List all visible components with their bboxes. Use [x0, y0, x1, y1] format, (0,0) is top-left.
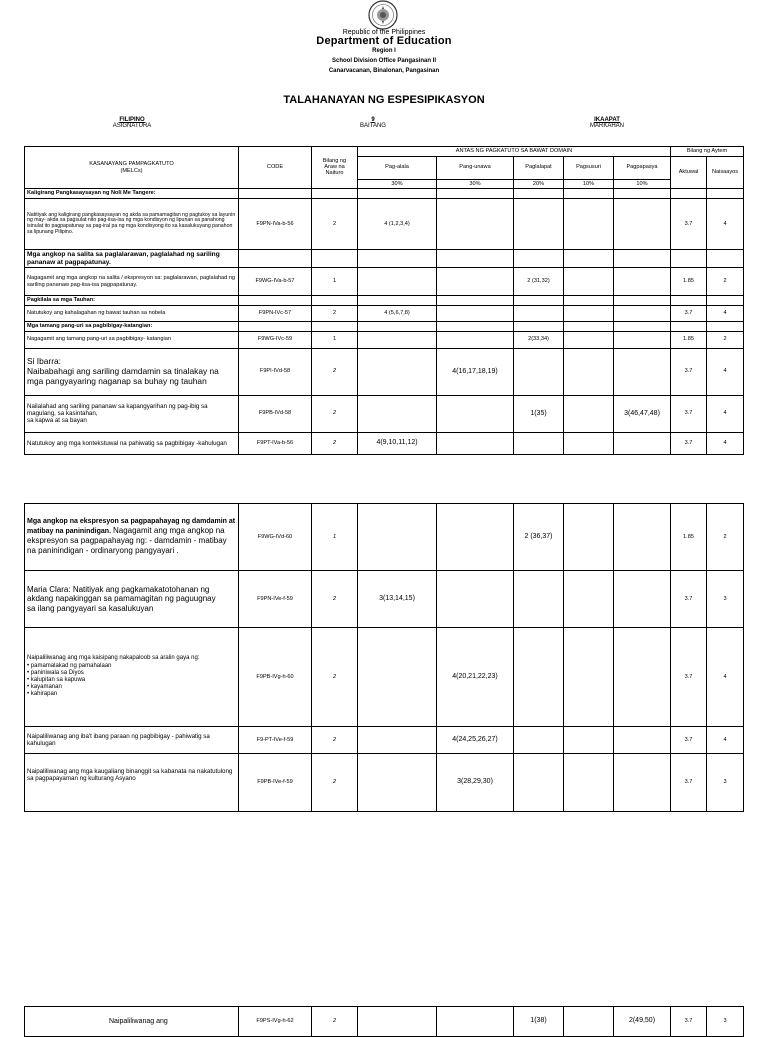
code-cell: F9PB-IVg-h-60: [239, 628, 312, 727]
apply-cell: 1(35): [514, 395, 564, 432]
code-cell: F9PB-IVe-f-59: [239, 754, 312, 812]
competency-cell: Naipaliliwanag ang: [25, 1007, 239, 1037]
placed-cell: 4: [707, 628, 744, 727]
competency-cell: Natutukoy ang mga kontekstuwal na pahiwatig sa pagbibigay -kahulugan: [25, 432, 239, 454]
table-row: [25, 727, 744, 754]
placed-cell: 4: [707, 432, 744, 454]
table-row: [25, 395, 744, 432]
evaluate-cell: 2(49,50): [614, 1007, 671, 1037]
days-cell: 2: [312, 305, 358, 321]
competency-cell: Naipaliliwanag ang iba't ibang paraan ng pagbibigay - pahiwatig sa kahulugan: [25, 727, 239, 754]
placed-cell: 2: [707, 268, 744, 296]
table-row: [25, 1007, 744, 1037]
weight-apply: 20%: [514, 179, 564, 189]
specification-table-3: [24, 1006, 744, 1037]
apply-cell: 2 (36,37): [514, 504, 564, 571]
weight-analyze: 10%: [564, 179, 614, 189]
section-row: [25, 250, 744, 268]
character-lead: Si Ibarra:: [27, 356, 61, 367]
actual-cell: 3.7: [671, 199, 707, 250]
days-cell: 1: [312, 268, 358, 296]
days-cell: 2: [312, 348, 358, 395]
days-cell: 2: [312, 727, 358, 754]
weight-remember: 30%: [358, 179, 437, 189]
competency-cell: [25, 571, 239, 628]
actual-cell: 3.7: [671, 305, 707, 321]
competency-cell: Nailalahad ang sariling pananaw sa kapangyarihan ng pag-ibig sa magulang, sa kasintahan, sa kapwa at sa bayan: [25, 395, 239, 432]
code-cell: F9PI-IVd-58: [239, 348, 312, 395]
character-lead: Maria Clara:: [27, 585, 71, 595]
level-evaluate: Pagpapasya: [614, 156, 671, 179]
competency-text: Nagagamit ang mga angkop na ekspresyon sa pagpapahayag ng: - damdamin - matibay na paninindigan - ordinaryong pangyayari .: [27, 525, 227, 556]
section-row: [25, 296, 744, 306]
republic-line: Republic of the Philippines: [342, 29, 426, 36]
table-row: [25, 432, 744, 454]
location-line: Canarvacanan, Binalonan, Pangasinan: [328, 68, 440, 74]
code-cell: F9WG-IVd-60: [239, 504, 312, 571]
actual-cell: 1.85: [671, 331, 707, 348]
col-header-items: Bilang ng Aytem: [671, 147, 744, 157]
level-analyze: Pagsusuri: [564, 156, 614, 179]
section-label: Pagkilala sa mga Tauhan:: [25, 296, 239, 306]
table-row: [25, 571, 744, 628]
code-cell: F9PS-IVg-h-62: [239, 1007, 312, 1037]
competency-cell: Nagagamit ang tamang pang-uri sa pagbibigay- katangian: [25, 331, 239, 348]
competency-cell: Natitiyak ang kaligirang pangkasaysayan ng akda sa pamamagitan ng pagtukoy sa layunin ng may- akda sa pagsulat nito pag-iisa-isa ng mga kondisyon ng lipunan sa panahong isinulat ito pagpapatunay sa pag-iral pa ng mga kondisyong ito sa kasalukuyang panahon sa lipunang Pilipino.: [25, 199, 239, 250]
document-title: TALAHANAYAN NG ESPESIPIKASYON: [283, 94, 485, 106]
grade-block: [313, 117, 433, 129]
table-row: [25, 331, 744, 348]
quarter-value: IKAAPAT: [594, 117, 620, 123]
placed-cell: 4: [707, 199, 744, 250]
competency-cell: [25, 504, 239, 571]
section-row: [25, 321, 744, 331]
actual-cell: 1.85: [671, 504, 707, 571]
actual-cell: 3.7: [671, 727, 707, 754]
remember-cell: 4 (5,6,7,8): [358, 305, 437, 321]
code-cell: F9PN-IVa-b-56: [239, 199, 312, 250]
days-cell: 2: [312, 199, 358, 250]
apply-cell: 2(33,34): [514, 331, 564, 348]
actual-cell: 3.7: [671, 348, 707, 395]
remember-cell: 4 (1,2,3,4): [358, 199, 437, 250]
deped-seal-logo: [367, 0, 399, 30]
actual-cell: 3.7: [671, 571, 707, 628]
days-cell: 2: [312, 571, 358, 628]
level-apply: Paglalapat: [514, 156, 564, 179]
code-cell: F9PN-IVe-f-59: [239, 571, 312, 628]
section-label: Kaligirang Pangkasaysayan ng Noli Me Tangere:: [25, 189, 239, 199]
division-line: School Division Office Pangasinan II: [331, 58, 437, 64]
table-row: [25, 754, 744, 812]
col-header-placed: Naisaayos: [707, 156, 744, 189]
subject-block: [72, 117, 192, 129]
topic-lead: Mga angkop na ekspresyon sa pagpapahayag ng damdamin at matibay na paninindigan.: [27, 517, 236, 535]
actual-cell: 3.7: [671, 432, 707, 454]
placed-cell: 3: [707, 571, 744, 628]
code-cell: F9WG-IVa-b-57: [239, 268, 312, 296]
placed-cell: 2: [707, 331, 744, 348]
remember-cell: 3(13,14,15): [358, 571, 437, 628]
table-row: [25, 268, 744, 296]
specification-table-2: [24, 503, 744, 812]
apply-cell: 2 (31,32): [514, 268, 564, 296]
apply-cell: 1(38): [514, 1007, 564, 1037]
understand-cell: 4(24,25,26,27): [437, 727, 514, 754]
days-cell: 1: [312, 504, 358, 571]
placed-cell: 4: [707, 305, 744, 321]
table-row: [25, 348, 744, 395]
days-cell: 2: [312, 432, 358, 454]
weight-understand: 30%: [437, 179, 514, 189]
remember-cell: 4(9,10,11,12): [358, 432, 437, 454]
placed-cell: 3: [707, 754, 744, 812]
level-understand: Pang-unawa: [437, 156, 514, 179]
table-row: [25, 504, 744, 571]
competency-cell: Naipaliliwanag ang mga kaisipang nakapaloob sa aralin gaya ng: • pamamalakad ng pamahalaan • paniniwala sa Diyos • kalupitan sa kapuwa • kayamanan • kahirapan: [25, 628, 239, 727]
competency-cell: Naipaliliwanag ang mga kaugaliang binanggit sa kabanata na nakatutulong sa pagpapayaman ng kulturang Asyano: [25, 754, 239, 812]
quarter-block: [547, 117, 667, 129]
actual-cell: 1.85: [671, 268, 707, 296]
quarter-label: MARKAHAN: [589, 123, 624, 129]
specification-table-1: [24, 146, 744, 455]
actual-cell: 3.7: [671, 754, 707, 812]
actual-cell: 3.7: [671, 395, 707, 432]
section-row: [25, 189, 744, 199]
competency-cell: [25, 348, 239, 395]
weight-evaluate: 10%: [614, 179, 671, 189]
region-line: Region I: [372, 48, 396, 54]
actual-cell: 3.7: [671, 1007, 707, 1037]
evaluate-cell: 3(46,47,48): [614, 395, 671, 432]
actual-cell: 3.7: [671, 628, 707, 727]
subject-value: FILIPINO: [119, 117, 145, 123]
understand-cell: 4(16,17,18,19): [437, 348, 514, 395]
days-cell: 2: [312, 395, 358, 432]
competency-text: Natitiyak ang pagkamakatotohanan ng akdang napakinggan sa pamamagitan ng paguugnay sa ilang pangyayari sa kasalukuyan: [27, 585, 216, 613]
placed-cell: 4: [707, 727, 744, 754]
subject-label: ASIGNATURA: [112, 123, 152, 129]
col-header-domains: ANTAS NG PAGKATUTO SA BAWAT DOMAIN: [358, 147, 671, 157]
code-cell: F9PN-IVc-57: [239, 305, 312, 321]
competency-cell: Nagagamit ang mga angkop na salita / ekspresyon sa: paglalarawan, paglalahad ng sariling pananaw pag-iisa-isa pagpapatunay.: [25, 268, 239, 296]
header-row-1: [25, 147, 744, 157]
days-cell: 2: [312, 1007, 358, 1037]
col-header-competency: KASANAYANG PAMPAGKATUTO (MELCs): [25, 147, 239, 189]
col-header-code: CODE: [239, 147, 312, 189]
placed-cell: 4: [707, 395, 744, 432]
table-row: [25, 199, 744, 250]
col-header-actual: Aktuwal: [671, 156, 707, 189]
section-label: Mga tamang pang-uri sa pagbibigay-katangian:: [25, 321, 239, 331]
grade-label: BAITANG: [360, 123, 386, 129]
placed-cell: 2: [707, 504, 744, 571]
understand-cell: 3(28,29,30): [437, 754, 514, 812]
table-row: [25, 628, 744, 727]
department-name: Department of Education: [316, 35, 452, 47]
col-header-days: Bilang ng Araw na Naituro: [312, 147, 358, 189]
code-cell: F9WG-IVc-59: [239, 331, 312, 348]
grade-value: 9: [371, 117, 375, 123]
days-cell: 2: [312, 754, 358, 812]
competency-cell: Natutukoy ang kahalagahan ng bawat tauhan sa nobela: [25, 305, 239, 321]
placed-cell: 4: [707, 348, 744, 395]
table-row: [25, 305, 744, 321]
days-cell: 2: [312, 628, 358, 727]
placed-cell: 3: [707, 1007, 744, 1037]
code-cell: F9PT-IVa-b-56: [239, 432, 312, 454]
section-label: Mga angkop na salita sa paglalarawan, paglalahad ng sariling pananaw at pagpapatunay.: [25, 250, 239, 268]
days-cell: 1: [312, 331, 358, 348]
competency-text: Naibabahagi ang sariling damdamin sa tinalakay na mga pangyayaring naganap sa buhay ng tauhan: [27, 365, 219, 386]
understand-cell: 4(20,21,22,23): [437, 628, 514, 727]
level-remember: Pag-alala: [358, 156, 437, 179]
code-cell: F9PB-IVd-58: [239, 395, 312, 432]
code-cell: F9-PT-IVe-f-59: [239, 727, 312, 754]
